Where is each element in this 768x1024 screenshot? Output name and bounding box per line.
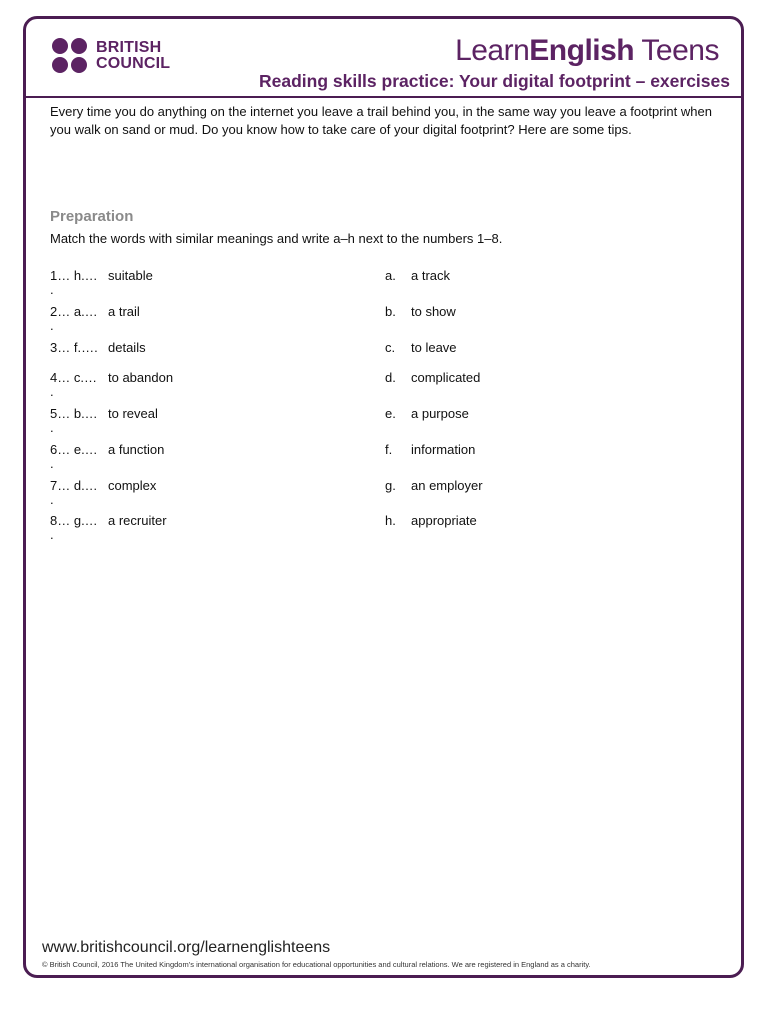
answer-text: 1… h.…	[50, 268, 98, 283]
word-item: details	[108, 340, 146, 355]
british-council-logo	[52, 38, 170, 73]
word-item: a function	[108, 442, 165, 457]
answer-dot: .	[50, 384, 54, 399]
match-row	[50, 478, 730, 507]
option-letter: c.	[385, 340, 396, 355]
learnenglish-teens-brand: LearnEnglish Teens	[455, 34, 719, 67]
match-row	[50, 513, 730, 542]
answer-field[interactable]	[50, 478, 106, 507]
logo-dots-icon	[52, 38, 87, 73]
answer-text: 3… f.….	[50, 340, 98, 355]
answer-dot: .	[50, 282, 54, 297]
match-row	[50, 370, 730, 399]
preparation-heading: Preparation	[50, 208, 134, 225]
logo-line-2: COUNCIL	[96, 54, 171, 72]
option-letter: f.	[385, 442, 393, 457]
answer-field[interactable]	[50, 370, 106, 399]
option-text: appropriate	[411, 513, 477, 528]
intro-paragraph: Every time you do anything on the internet you leave a trail behind you, in the same way you leave a footprint when you walk on sand or mud. Do you know how to take care of your digital footprint? Here are some tips.	[50, 104, 712, 137]
match-row	[50, 304, 730, 333]
answer-field[interactable]	[50, 340, 106, 355]
header-divider	[23, 96, 744, 98]
option-letter: g.	[385, 478, 396, 493]
footer-copyright: © British Council, 2016 The United Kingdom’s international organisation for educational opportunities and cultural relations. We are registered in England as a charity.	[42, 960, 591, 969]
answer-dot: .	[50, 456, 54, 471]
word-item: a recruiter	[108, 513, 167, 528]
answer-dot: .	[50, 318, 54, 333]
answer-field[interactable]	[50, 406, 106, 435]
answer-text: 6… e.…	[50, 442, 98, 457]
option-text: information	[411, 442, 476, 457]
match-row	[50, 406, 730, 435]
match-row	[50, 442, 730, 471]
answer-text: 7… d.…	[50, 478, 98, 493]
option-letter: e.	[385, 406, 396, 421]
word-item: a trail	[108, 304, 140, 319]
answer-text: 2… a.…	[50, 304, 98, 319]
word-item: to abandon	[108, 370, 174, 385]
page-title: Reading skills practice: Your digital footprint – exercises	[258, 71, 730, 91]
option-text: a purpose	[411, 406, 469, 421]
footer-url[interactable]: www.britishcouncil.org/learnenglishteens	[42, 939, 331, 956]
word-item: suitable	[108, 268, 153, 283]
option-text: an employer	[411, 478, 483, 493]
answer-field[interactable]	[50, 268, 106, 297]
match-row	[50, 268, 730, 297]
answer-field[interactable]	[50, 304, 106, 333]
match-row	[50, 340, 730, 360]
option-text: to show	[411, 304, 456, 319]
answer-dot: .	[50, 420, 54, 435]
word-item: complex	[108, 478, 157, 493]
answer-field[interactable]	[50, 513, 106, 542]
answer-dot: .	[50, 527, 54, 542]
option-text: a track	[411, 268, 451, 283]
answer-text: 5… b.…	[50, 406, 98, 421]
answer-text: 8… g.…	[50, 513, 98, 528]
option-letter: a.	[385, 268, 396, 283]
logo-line-1: BRITISH	[96, 38, 162, 56]
answer-text: 4… c.…	[50, 370, 97, 385]
option-text: complicated	[411, 370, 481, 385]
option-letter: h.	[385, 513, 396, 528]
answer-dot: .	[50, 492, 54, 507]
word-item: to reveal	[108, 406, 158, 421]
option-letter: b.	[385, 304, 396, 319]
option-letter: d.	[385, 370, 396, 385]
option-text: to leave	[411, 340, 457, 355]
preparation-instruction: Match the words with similar meanings and write a–h next to the numbers 1–8.	[50, 231, 503, 246]
answer-field[interactable]	[50, 442, 106, 471]
